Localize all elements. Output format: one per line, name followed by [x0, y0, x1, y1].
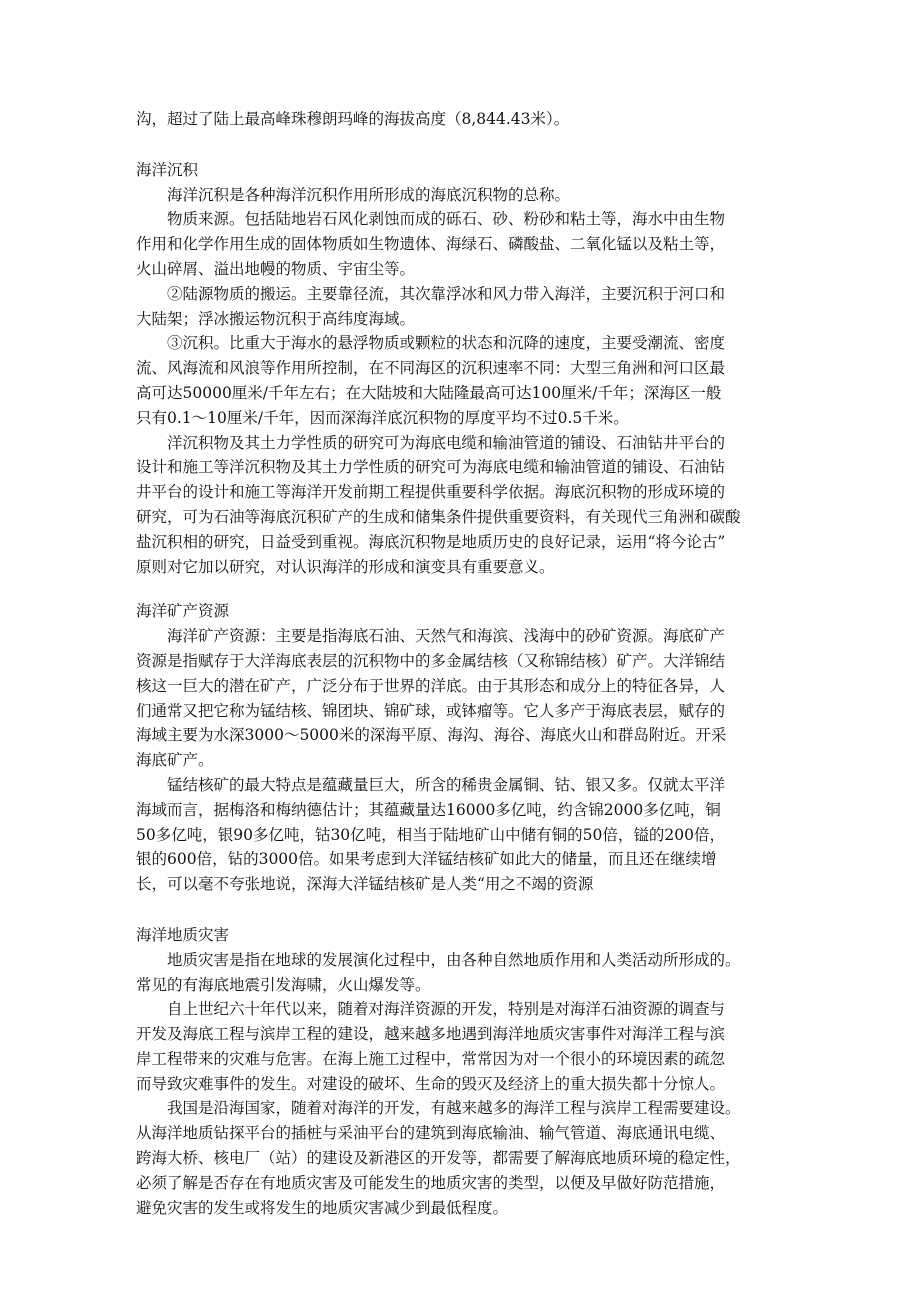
- paragraph-line: 银的600倍，钻的3000倍。如果考虑到大洋锰结核矿如此大的储量，而且还在继续增: [136, 850, 717, 869]
- paragraph-line: 海底矿产。: [136, 751, 214, 770]
- intro-line: 沟，超过了陆上最高峰珠穆朗玛峰的海拔高度（8,844.43米）。: [136, 110, 570, 128]
- paragraph-line: 避免灾害的发生或将发生的地质灾害减少到最低程度。: [136, 1198, 509, 1217]
- paragraph-line: 我国是沿海国家，随着对海洋的开发，有越来越多的海洋工程与滨岸工程需要建设。: [167, 1099, 741, 1118]
- document-body: [136, 107, 792, 1220]
- paragraph-line: 原则对它加以研究，对认识海洋的形成和演变具有重要意义。: [136, 557, 555, 576]
- paragraph-line: 自上世纪六十年代以来，随着对海洋资源的开发，特别是对海洋石油资源的调查与: [167, 1000, 726, 1019]
- paragraph-line: 作用和化学作用生成的固体物质如生物遗体、海绿石、磷酸盐、二氧化锰以及粘土等，: [136, 235, 726, 254]
- paragraph-line: 井平台的设计和施工等海洋开发前期工程提供重要科学依据。海底沉积物的形成环境的: [136, 483, 726, 502]
- paragraph-line: 只有0.1～10厘米/千年，因而深海洋底沉积物的厚度平均不过0.5千米。: [136, 408, 629, 427]
- paragraph-line: 研究，可为石油等海底沉积矿产的生成和储集条件提供重要资料，有关现代三角洲和碳酸: [136, 507, 741, 526]
- paragraph-line: 长，可以毫不夸张地说，深海大洋锰结核矿是人类“用之不竭的资源: [136, 875, 594, 894]
- paragraph-line: 洋沉积物及其土力学性质的研究可为海底电缆和输油管道的铺设、石油钻井平台的: [167, 433, 726, 452]
- paragraph-line: 常见的有海底地震引发海啸，火山爆发等。: [136, 975, 431, 994]
- paragraph-line: 50多亿吨，银90多亿吨，钴30亿吨，相当于陆地矿山中储有铜的50倍，镒的200倍，: [136, 825, 725, 844]
- paragraph-line: 核这一巨大的潜在矿产，广泛分布于世界的洋底。由于其形态和成分上的特征各异，人: [136, 676, 726, 695]
- paragraph-line: 们通常又把它称为锰结核、锦团块、锦矿球，或钵瘤等。它人多产于海底表层，赋存的: [136, 701, 726, 720]
- section-heading-geological-hazards: 海洋地质灾害: [136, 925, 230, 944]
- paragraph-line: 岸工程带来的灾难与危害。在海上施工过程中，常常因为对一个很小的环境因素的疏忽: [136, 1049, 726, 1068]
- paragraph-line: 而导致灾难事件的发生。对建设的破坏、生命的毁灭及经济上的重大损失都十分惊人。: [136, 1074, 726, 1093]
- paragraph-line: 资源是指赋存于大洋海底表层的沉积物中的多金属结核（又称锦结核）矿产。大洋锦结: [136, 651, 726, 670]
- paragraph-line: ②陆源物质的搬运。主要靠径流，其次靠浮冰和风力带入海洋，主要沉积于河口和: [167, 284, 726, 303]
- paragraph-line: 高可达50000厘米/千年左右；在大陆坡和大陆隆最高可达100厘米/千年；深海区一般: [136, 383, 722, 402]
- paragraph-line: 地质灾害是指在地球的发展演化过程中，由各种自然地质作用和人类活动所形成的。: [167, 950, 741, 969]
- paragraph-line: 锰结核矿的最大特点是蕴藏量巨大，所含的稀贵金属铜、钴、银又多。仅就太平洋: [167, 775, 726, 794]
- paragraph-line: 开发及海底工程与滨岸工程的建设，越来越多地遇到海洋地质灾害事件对海洋工程与滨: [136, 1025, 726, 1044]
- paragraph-line: 海域而言，据梅洛和梅纳德估计；其蕴藏量达16000多亿吨，约含锦2000多亿吨，铜: [136, 800, 721, 819]
- paragraph-line: 海洋沉积是各种海洋沉积作用所形成的海底沉积物的总称。: [167, 185, 571, 204]
- paragraph-line: 大陆架；浮冰搬运物沉积于高纬度海域。: [136, 309, 416, 328]
- section-heading-marine-sediment: 海洋沉积: [136, 160, 199, 179]
- paragraph-line: 火山碎屑、溢出地幔的物质、宇宙尘等。: [136, 259, 416, 278]
- paragraph-line: 必须了解是否存在有地质灾害及可能发生的地质灾害的类型，以便及早做好防范措施，: [136, 1173, 726, 1192]
- paragraph-line: 跨海大桥、核电厂（站）的建设及新港区的开发等，都需要了解海底地质环境的稳定性，: [136, 1149, 741, 1168]
- section-heading-marine-minerals: 海洋矿产资源: [136, 602, 230, 621]
- paragraph-line: 盐沉积相的研究，日益受到重视。海底沉积物是地质历史的良好记录，运用“将今论古”: [136, 532, 726, 551]
- paragraph-line: ③沉积。比重大于海水的悬浮物质或颗粒的状态和沉降的速度，主要受潮流、密度: [167, 334, 726, 353]
- paragraph-line: 从海洋地质钻探平台的插桩与采油平台的建筑到海底输油、输气管道、海底通讯电缆、: [136, 1124, 726, 1143]
- paragraph-line: 物质来源。包括陆地岩石风化剥蚀而成的砾石、砂、粉砂和粘土等，海水中由生物: [167, 210, 726, 229]
- paragraph-line: 海洋矿产资源：主要是指海底石油、天然气和海滨、浅海中的砂矿资源。海底矿产: [167, 627, 726, 646]
- paragraph-line: 流、风海流和风浪等作用所控制，在不同海区的沉积速率不同：大型三角洲和河口区最: [136, 359, 726, 378]
- paragraph-line: 设计和施工等洋沉积物及其土力学性质的研究可为海底电缆和输油管道的铺设、石油钻: [136, 458, 726, 477]
- paragraph-line: 海域主要为水深3000～5000米的深海平原、海沟、海谷、海底火山和群岛附近。开采: [136, 726, 727, 745]
